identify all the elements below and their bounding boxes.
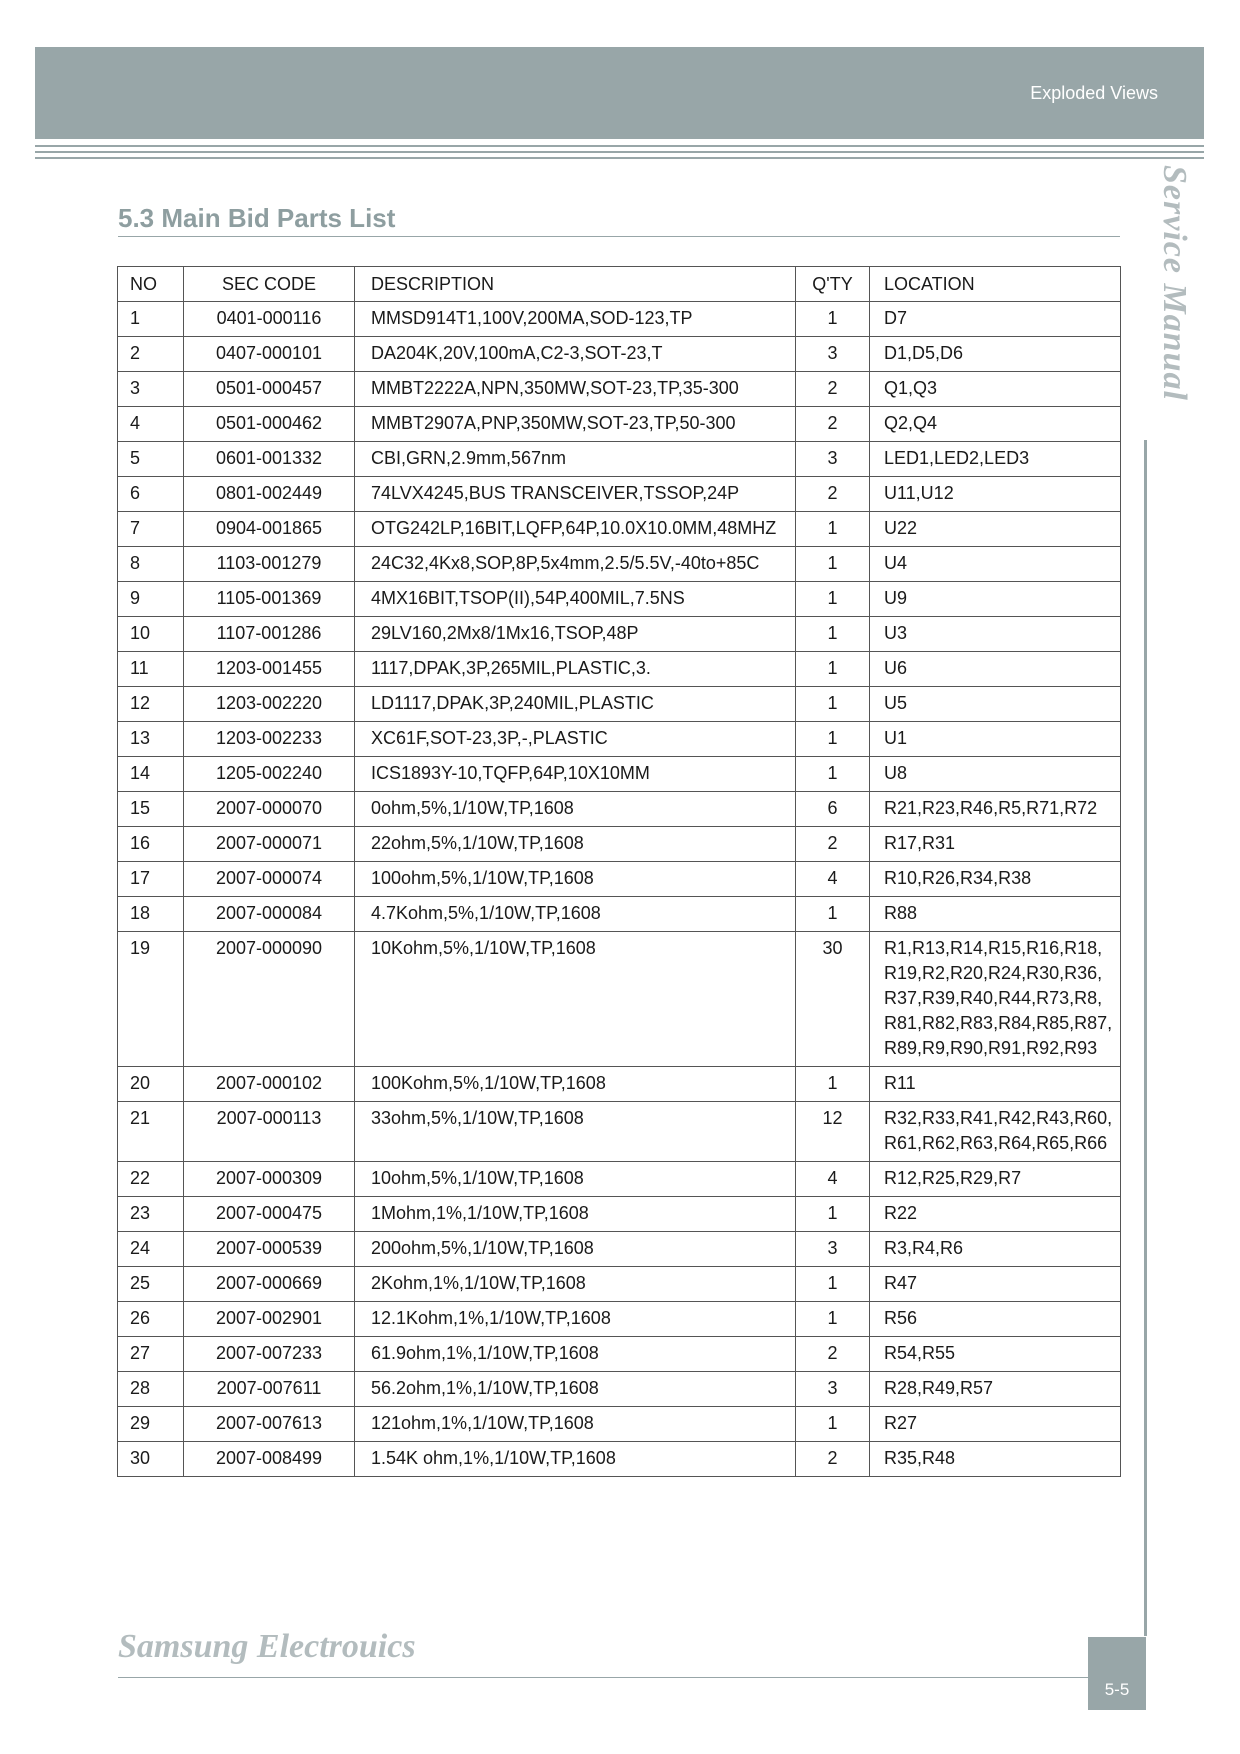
cell-qty: 4 [796,1162,870,1197]
cell-qty: 3 [796,442,870,477]
cell-description: 0ohm,5%,1/10W,TP,1608 [355,792,796,827]
cell-qty: 4 [796,862,870,897]
table-row [118,1442,1121,1477]
cell-sec-code: 0904-001865 [184,512,355,547]
cell-qty: 3 [796,337,870,372]
cell-no: 25 [118,1267,184,1302]
cell-no: 1 [118,302,184,337]
location-line: U1 [884,728,908,748]
cell-description: 100Kohm,5%,1/10W,TP,1608 [355,1067,796,1102]
location-line: R32,R33,R41,R42,R43,R60, [884,1108,1113,1128]
column-header-sec-code: SEC CODE [184,267,355,302]
location-line: R10,R26,R34,R38 [884,868,1032,888]
table-row [118,1302,1121,1337]
cell-sec-code: 2007-000113 [184,1102,355,1162]
cell-description: LD1117,DPAK,3P,240MIL,PLASTIC [355,687,796,722]
location-line: R21,R23,R46,R5,R71,R72 [884,798,1098,818]
cell-description: 1117,DPAK,3P,265MIL,PLASTIC,3. [355,652,796,687]
cell-sec-code: 0801-002449 [184,477,355,512]
cell-description: 10ohm,5%,1/10W,TP,1608 [355,1162,796,1197]
cell-location [870,512,1121,547]
cell-location [870,1162,1121,1197]
cell-qty: 1 [796,757,870,792]
cell-description: DA204K,20V,100mA,C2-3,SOT-23,T [355,337,796,372]
table-row [118,862,1121,897]
table-row [118,1232,1121,1267]
cell-location [870,337,1121,372]
cell-sec-code: 2007-000070 [184,792,355,827]
cell-no: 23 [118,1197,184,1232]
cell-description: 33ohm,5%,1/10W,TP,1608 [355,1102,796,1162]
cell-sec-code: 1107-001286 [184,617,355,652]
column-header-no: NO [118,267,184,302]
cell-location [870,617,1121,652]
table-row [118,932,1121,1067]
cell-description: 24C32,4Kx8,SOP,8P,5x4mm,2.5/5.5V,-40to+85C [355,547,796,582]
cell-description: 4.7Kohm,5%,1/10W,TP,1608 [355,897,796,932]
location-line: U5 [884,693,908,713]
page-number-box [1088,1637,1146,1710]
cell-qty: 1 [796,302,870,337]
table-header-row [118,267,1121,302]
location-line: R37,R39,R40,R44,R73,R8, [884,988,1103,1008]
cell-location [870,1407,1121,1442]
cell-location [870,652,1121,687]
table-row [118,337,1121,372]
cell-description: 29LV160,2Mx8/1Mx16,TSOP,48P [355,617,796,652]
location-line: U4 [884,553,908,573]
cell-description: MMBT2222A,NPN,350MW,SOT-23,TP,35-300 [355,372,796,407]
cell-sec-code: 0407-000101 [184,337,355,372]
column-header-description: DESCRIPTION [355,267,796,302]
table-row [118,1267,1121,1302]
table-row [118,1162,1121,1197]
cell-no: 17 [118,862,184,897]
cell-qty: 1 [796,1197,870,1232]
cell-location [870,1267,1121,1302]
cell-location [870,757,1121,792]
cell-location [870,722,1121,757]
column-header-qty: Q'TY [796,267,870,302]
cell-no: 21 [118,1102,184,1162]
cell-sec-code: 0601-001332 [184,442,355,477]
footer-rule [118,1677,1143,1678]
cell-sec-code: 1103-001279 [184,547,355,582]
cell-no: 6 [118,477,184,512]
cell-no: 19 [118,932,184,1067]
parts-table [117,266,1121,1477]
cell-no: 29 [118,1407,184,1442]
cell-sec-code: 0501-000462 [184,407,355,442]
cell-location [870,407,1121,442]
table-row [118,477,1121,512]
cell-description: 200ohm,5%,1/10W,TP,1608 [355,1232,796,1267]
cell-location [870,827,1121,862]
table-row [118,372,1121,407]
cell-description: XC61F,SOT-23,3P,-,PLASTIC [355,722,796,757]
cell-qty: 1 [796,617,870,652]
cell-no: 8 [118,547,184,582]
cell-sec-code: 2007-007613 [184,1407,355,1442]
cell-qty: 30 [796,932,870,1067]
cell-qty: 1 [796,547,870,582]
section-rule [118,236,1120,237]
table-row [118,757,1121,792]
cell-no: 9 [118,582,184,617]
cell-description: 1.54K ohm,1%,1/10W,TP,1608 [355,1442,796,1477]
location-line: R22 [884,1203,918,1223]
cell-qty: 1 [796,1067,870,1102]
table-row [118,722,1121,757]
cell-sec-code: 2007-002901 [184,1302,355,1337]
cell-qty: 2 [796,372,870,407]
location-line: R17,R31 [884,833,956,853]
location-line: R56 [884,1308,918,1328]
cell-no: 20 [118,1067,184,1102]
header-stripe [35,151,1204,153]
location-line: R1,R13,R14,R15,R16,R18, [884,938,1103,958]
table-row [118,897,1121,932]
location-line: Q2,Q4 [884,413,938,433]
location-line: LED1,LED2,LED3 [884,448,1030,468]
cell-location [870,442,1121,477]
cell-qty: 1 [796,687,870,722]
location-line: R19,R2,R20,R24,R30,R36, [884,963,1103,983]
location-line: R89,R9,R90,R91,R92,R93 [884,1038,1098,1058]
location-line: R54,R55 [884,1343,956,1363]
cell-location [870,477,1121,512]
cell-location [870,302,1121,337]
cell-description: 12.1Kohm,1%,1/10W,TP,1608 [355,1302,796,1337]
cell-location [870,1102,1121,1162]
cell-sec-code: 2007-000090 [184,932,355,1067]
location-line: R81,R82,R83,R84,R85,R87, [884,1013,1113,1033]
cell-qty: 6 [796,792,870,827]
cell-qty: 2 [796,1442,870,1477]
header-band [35,47,1204,139]
cell-location [870,1372,1121,1407]
cell-qty: 2 [796,1337,870,1372]
location-line: R35,R48 [884,1448,956,1468]
cell-no: 2 [118,337,184,372]
cell-description: OTG242LP,16BIT,LQFP,64P,10.0X10.0MM,48MHZ [355,512,796,547]
cell-qty: 1 [796,582,870,617]
location-line: Q1,Q3 [884,378,938,398]
cell-qty: 2 [796,477,870,512]
cell-sec-code: 2007-008499 [184,1442,355,1477]
cell-location [870,792,1121,827]
location-line: D1,D5,D6 [884,343,964,363]
table-row [118,827,1121,862]
table-row [118,1407,1121,1442]
table-row [118,652,1121,687]
table-row [118,582,1121,617]
cell-description: CBI,GRN,2.9mm,567nm [355,442,796,477]
cell-sec-code: 2007-007233 [184,1337,355,1372]
location-line: U8 [884,763,908,783]
table-row [118,442,1121,477]
cell-no: 5 [118,442,184,477]
cell-qty: 3 [796,1232,870,1267]
cell-qty: 1 [796,652,870,687]
cell-location [870,372,1121,407]
cell-description: 1Mohm,1%,1/10W,TP,1608 [355,1197,796,1232]
cell-sec-code: 0501-000457 [184,372,355,407]
cell-location [870,1232,1121,1267]
cell-location [870,687,1121,722]
cell-sec-code: 2007-000669 [184,1267,355,1302]
table-row [118,1337,1121,1372]
header-stripe [35,145,1204,147]
location-line: R88 [884,903,918,923]
cell-no: 18 [118,897,184,932]
cell-qty: 1 [796,722,870,757]
cell-location [870,897,1121,932]
cell-sec-code: 2007-000074 [184,862,355,897]
cell-description: 4MX16BIT,TSOP(II),54P,400MIL,7.5NS [355,582,796,617]
side-divider [1144,440,1147,1636]
cell-sec-code: 2007-007611 [184,1372,355,1407]
cell-no: 13 [118,722,184,757]
cell-no: 4 [118,407,184,442]
cell-sec-code: 2007-000539 [184,1232,355,1267]
location-line: U11,U12 [884,483,954,503]
cell-location [870,547,1121,582]
cell-location [870,862,1121,897]
cell-no: 16 [118,827,184,862]
cell-sec-code: 2007-000102 [184,1067,355,1102]
page-number: 5-5 [1104,1680,1130,1699]
cell-location [870,1197,1121,1232]
cell-description: MMBT2907A,PNP,350MW,SOT-23,TP,50-300 [355,407,796,442]
cell-sec-code: 1203-002220 [184,687,355,722]
header-title: Exploded Views [1030,83,1158,103]
table-row [118,687,1121,722]
table-row [118,1197,1121,1232]
location-line: R3,R4,R6 [884,1238,964,1258]
cell-sec-code: 2007-000071 [184,827,355,862]
cell-description: 61.9ohm,1%,1/10W,TP,1608 [355,1337,796,1372]
table-row [118,407,1121,442]
cell-qty: 3 [796,1372,870,1407]
cell-description: 74LVX4245,BUS TRANSCEIVER,TSSOP,24P [355,477,796,512]
table-row [118,1372,1121,1407]
cell-no: 14 [118,757,184,792]
cell-location [870,582,1121,617]
cell-qty: 1 [796,512,870,547]
cell-location [870,1442,1121,1477]
location-line: R28,R49,R57 [884,1378,994,1398]
cell-qty: 2 [796,827,870,862]
location-line: U6 [884,658,908,678]
cell-location [870,1067,1121,1102]
cell-no: 7 [118,512,184,547]
table-row [118,617,1121,652]
cell-location [870,932,1121,1067]
cell-no: 28 [118,1372,184,1407]
table-row [118,302,1121,337]
cell-no: 24 [118,1232,184,1267]
cell-no: 11 [118,652,184,687]
cell-no: 15 [118,792,184,827]
column-header-location: LOCATION [870,267,1121,302]
cell-no: 10 [118,617,184,652]
section-title: 5.3 Main Bid Parts List [118,203,396,233]
cell-description: 121ohm,1%,1/10W,TP,1608 [355,1407,796,1442]
cell-sec-code: 2007-000475 [184,1197,355,1232]
location-line: U9 [884,588,908,608]
location-line: U3 [884,623,908,643]
cell-qty: 1 [796,1267,870,1302]
cell-qty: 2 [796,407,870,442]
location-line: U22 [884,518,918,538]
side-label: Service Manual [1156,165,1193,401]
cell-description: MMSD914T1,100V,200MA,SOD-123,TP [355,302,796,337]
cell-qty: 12 [796,1102,870,1162]
location-line: R12,R25,R29,R7 [884,1168,1022,1188]
table-row [118,1067,1121,1102]
cell-no: 30 [118,1442,184,1477]
cell-sec-code: 1203-001455 [184,652,355,687]
cell-sec-code: 1105-001369 [184,582,355,617]
cell-no: 22 [118,1162,184,1197]
location-line: R47 [884,1273,918,1293]
cell-no: 26 [118,1302,184,1337]
cell-description: 2Kohm,1%,1/10W,TP,1608 [355,1267,796,1302]
location-line: R27 [884,1413,918,1433]
cell-description: ICS1893Y-10,TQFP,64P,10X10MM [355,757,796,792]
table-row [118,1102,1121,1162]
footer-brand: Samsung Electrouics [118,1628,416,1665]
cell-no: 3 [118,372,184,407]
cell-no: 12 [118,687,184,722]
location-line: R61,R62,R63,R64,R65,R66 [884,1133,1108,1153]
cell-sec-code: 1205-002240 [184,757,355,792]
cell-no: 27 [118,1337,184,1372]
table-row [118,792,1121,827]
table-row [118,547,1121,582]
location-line: D7 [884,308,908,328]
location-line: R11 [884,1073,916,1093]
cell-location [870,1337,1121,1372]
cell-qty: 1 [796,1302,870,1337]
cell-location [870,1302,1121,1337]
cell-qty: 1 [796,897,870,932]
cell-qty: 1 [796,1407,870,1442]
cell-sec-code: 2007-000084 [184,897,355,932]
cell-description: 56.2ohm,1%,1/10W,TP,1608 [355,1372,796,1407]
cell-description: 22ohm,5%,1/10W,TP,1608 [355,827,796,862]
table-row [118,512,1121,547]
cell-description: 100ohm,5%,1/10W,TP,1608 [355,862,796,897]
header-stripe [35,157,1204,159]
cell-sec-code: 1203-002233 [184,722,355,757]
cell-description: 10Kohm,5%,1/10W,TP,1608 [355,932,796,1067]
cell-sec-code: 0401-000116 [184,302,355,337]
cell-sec-code: 2007-000309 [184,1162,355,1197]
parts-table-body [118,302,1121,1477]
